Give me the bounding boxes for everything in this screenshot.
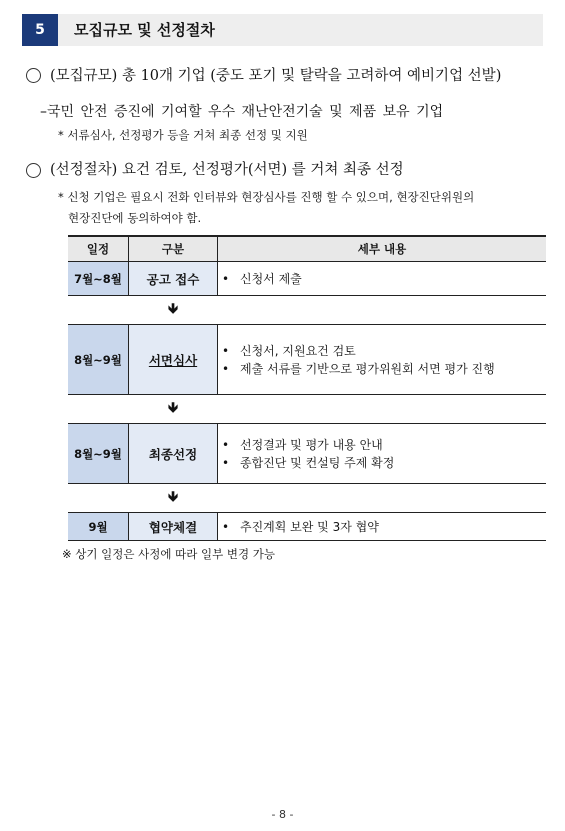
table-row (68, 325, 546, 395)
row-category: 서면심사 (129, 325, 218, 395)
procedure-note-line1: * 신청 기업은 필요시 전화 인터뷰와 현장심사를 진행 할 수 있으며, 현장진단위원의 (58, 190, 475, 204)
detail-item: 제출 서류를 기반으로 평가위원회 서면 평가 진행 (240, 361, 495, 376)
row-details (218, 325, 547, 395)
selection-procedure-text: (선정절차) 요건 검토, 선정평가(서면) 를 거쳐 최종 선정 (50, 162, 404, 178)
detail-item: 신청서, 지원요건 검토 (240, 343, 356, 358)
row-category: 공고 접수 (129, 262, 218, 296)
header-category: 구분 (129, 236, 218, 262)
down-arrow-icon: 🡻 (167, 301, 179, 317)
arrow-row (68, 484, 546, 513)
bullet-icon: • (222, 343, 230, 358)
table-row (68, 262, 546, 296)
circle-bullet-icon (26, 163, 41, 178)
procedure-note-line2: 현장진단에 동의하여야 함. (68, 211, 202, 225)
arrow-row (68, 296, 546, 325)
row-category: 최종선정 (129, 424, 218, 484)
down-arrow-icon: 🡻 (167, 489, 179, 505)
row-date: 9월 (68, 513, 129, 541)
row-details (218, 424, 547, 484)
recruitment-scale-text: (모집규모) 총 10개 기업 (중도 포기 및 탈락을 고려하여 예비기업 선발) (50, 68, 502, 84)
detail-item: 선정결과 및 평가 내용 안내 (240, 437, 383, 452)
row-date: 7월~8월 (68, 262, 129, 296)
section-number: 5 (22, 14, 58, 46)
table-row (68, 424, 546, 484)
selection-note: * 서류심사, 선정평가 등을 거쳐 최종 선정 및 지원 (58, 128, 308, 142)
schedule-footnote: ※ 상기 일정은 사정에 따라 일부 변경 가능 (62, 547, 275, 561)
detail-item: 추진계획 보완 및 3자 협약 (240, 519, 379, 534)
detail-item: 종합진단 및 컨설팅 주제 확정 (240, 455, 395, 470)
table-header-row (68, 236, 546, 262)
detail-item: 신청서 제출 (240, 271, 302, 286)
bullet-icon: • (222, 519, 230, 534)
row-category: 협약체결 (129, 513, 218, 541)
row-details (218, 262, 547, 296)
section-header (22, 14, 543, 46)
row-details (218, 513, 547, 541)
schedule-table (68, 235, 546, 541)
bullet-icon: • (222, 437, 230, 452)
down-arrow-icon: 🡻 (167, 400, 179, 416)
section-title: 모집규모 및 선정절차 (74, 21, 215, 39)
eligibility-text: –국민 안전 증진에 기여할 우수 재난안전기술 및 제품 보유 기업 (40, 104, 444, 120)
row-date: 8월~9월 (68, 325, 129, 395)
bullet-icon: • (222, 271, 230, 286)
arrow-row (68, 395, 546, 424)
bullet-icon: • (222, 361, 230, 376)
bullet-icon: • (222, 455, 230, 470)
page-number: - 8 - (271, 808, 294, 821)
table-row (68, 513, 546, 541)
header-schedule: 일정 (68, 236, 129, 262)
row-date: 8월~9월 (68, 424, 129, 484)
circle-bullet-icon (26, 68, 41, 83)
header-details: 세부 내용 (218, 236, 547, 262)
